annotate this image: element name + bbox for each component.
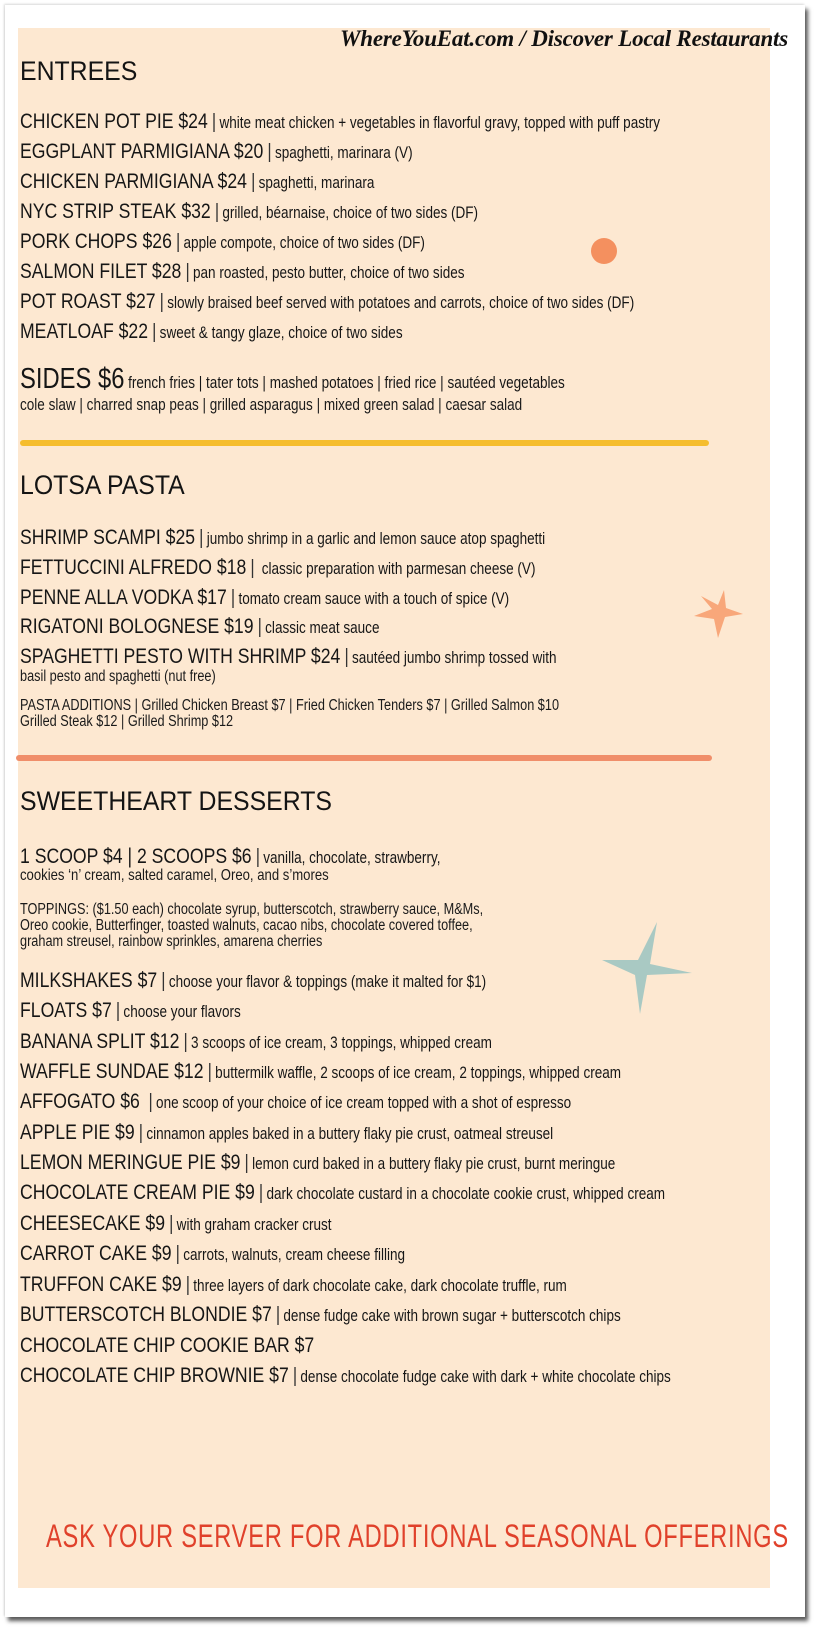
menu-item (20, 1089, 571, 1114)
menu-item (20, 109, 660, 134)
separator: | (267, 141, 272, 163)
menu-item (20, 998, 241, 1023)
separator: | (211, 111, 217, 133)
separator: | (185, 1274, 191, 1296)
separator: | (115, 1000, 121, 1022)
separator: | (258, 1182, 264, 1204)
item-name: SHRIMP SCAMPI $25 (20, 525, 196, 549)
teal-sparkle-icon (600, 920, 695, 1016)
separator: | (251, 171, 256, 193)
menu-item-scoops (20, 844, 440, 869)
separator: | (175, 231, 181, 253)
separator: | (257, 616, 262, 638)
footer-seasonal-note: ASK YOUR SERVER FOR ADDITIONAL SEASONAL OFFERINGS (46, 1518, 789, 1554)
item-desc: grilled, béarnaise, choice of two sides (DF) (222, 204, 479, 222)
sides-list-line1: french fries | tater tots | mashed potatoes | fried rice | sautéed vegetables (128, 374, 565, 392)
item-name: CHICKEN POT PIE $24 (20, 109, 208, 133)
menu-item (20, 1272, 567, 1297)
separator: | (250, 557, 255, 579)
separator: | (138, 1122, 144, 1144)
item-name: FLOATS $7 (20, 998, 112, 1022)
item-name: CARROT CAKE $9 (20, 1241, 172, 1265)
menu-item (20, 1333, 314, 1358)
item-desc: choose your flavors (123, 1003, 241, 1021)
menu-item (20, 139, 413, 164)
item-name: RIGATONI BOLOGNESE $19 (20, 614, 254, 638)
menu-item (20, 289, 634, 314)
item-desc: cinnamon apples baked in a buttery flaky pie crust, oatmeal streusel (146, 1125, 554, 1143)
menu-item (20, 555, 535, 580)
separator: | (214, 201, 220, 223)
item-name: SPAGHETTI PESTO WITH SHRIMP $24 (20, 644, 341, 668)
sides-row (20, 364, 565, 399)
item-desc: tomato cream sauce with a touch of spice (V) (238, 590, 510, 608)
separator: | (255, 846, 260, 868)
menu-item (20, 1211, 332, 1236)
site-watermark: WhereYouEat.com / Discover Local Restaurants (339, 26, 788, 51)
item-desc: dense fudge cake with brown sugar + butterscotch chips (283, 1307, 621, 1325)
menu-item (20, 1302, 621, 1327)
menu-item (20, 585, 509, 610)
item-name: NYC STRIP STEAK $32 (20, 199, 211, 223)
separator: | (185, 261, 190, 283)
menu-item (20, 1150, 615, 1175)
item-desc: jumbo shrimp in a garlic and lemon sauce atop spaghetti (206, 530, 546, 548)
separator: | (230, 587, 236, 609)
item-desc: spaghetti, marinara (258, 174, 375, 192)
item-desc: vanilla, chocolate, strawberry, (263, 849, 441, 867)
menu-item (20, 1029, 492, 1054)
item-desc: dark chocolate custard in a chocolate cookie crust, whipped cream (266, 1185, 666, 1203)
item-desc: pan roasted, pesto butter, choice of two sides (192, 264, 465, 282)
pasta-additions-line1: PASTA ADDITIONS | Grilled Chicken Breast $7 | Fried Chicken Tenders $7 | Grilled Salmon $10 (20, 697, 560, 714)
orange-dot-icon (590, 237, 618, 265)
divider-yellow (20, 440, 709, 446)
separator: | (161, 970, 166, 992)
item-name: BUTTERSCOTCH BLONDIE $7 (20, 1302, 272, 1326)
separator: | (275, 1304, 281, 1326)
separator: | (183, 1031, 188, 1053)
item-desc: apple compote, choice of two sides (DF) (183, 234, 425, 252)
menu-item (20, 169, 374, 194)
sides-list-line2: cole slaw | charred snap peas | grilled asparagus | mixed green salad | caesar salad (20, 396, 523, 414)
item-name: MEATLOAF $22 (20, 319, 149, 343)
item-desc: sautéed jumbo shrimp tossed with (351, 649, 557, 667)
menu-item (20, 319, 403, 344)
item-desc: classic meat sauce (265, 619, 380, 637)
item-desc: sweet & tangy glaze, choice of two sides (159, 324, 403, 342)
item-name: AFFOGATO $6 (20, 1089, 140, 1113)
section-title-pasta: LOTSA PASTA (20, 470, 185, 500)
item-desc: lemon curd baked in a buttery flaky pie crust, burnt meringue (252, 1155, 616, 1173)
sides-label: SIDES $6 (20, 363, 125, 395)
menu-item (20, 259, 465, 284)
menu-item (20, 1363, 671, 1388)
item-desc: one scoop of your choice of ice cream topped with a shot of espresso (156, 1094, 572, 1112)
menu-item (20, 1241, 405, 1266)
toppings-line3: graham streusel, rainbow sprinkles, amarena cherries (20, 933, 323, 950)
separator: | (244, 1152, 249, 1174)
item-desc-line2: cookies ‘n’ cream, salted caramel, Oreo, and s’mores (20, 867, 329, 884)
item-name: FETTUCCINI ALFREDO $18 (20, 555, 247, 579)
menu-item (20, 199, 478, 224)
pasta-additions-line2: Grilled Steak $12 | Grilled Shrimp $12 (20, 713, 234, 730)
menu-item (20, 644, 557, 669)
item-name: CHOCOLATE CREAM PIE $9 (20, 1180, 255, 1204)
item-name: PORK CHOPS $26 (20, 229, 172, 253)
item-name: PENNE ALLA VODKA $17 (20, 585, 227, 609)
separator: | (175, 1243, 180, 1265)
menu-item (20, 1059, 621, 1084)
item-desc: 3 scoops of ice cream, 3 toppings, whipped cream (191, 1034, 492, 1052)
item-name: SALMON FILET $28 (20, 259, 182, 283)
item-name: POT ROAST $27 (20, 289, 156, 313)
menu-item (20, 1120, 553, 1145)
item-name: MILKSHAKES $7 (20, 968, 158, 992)
item-name: APPLE PIE $9 (20, 1120, 135, 1144)
item-desc-line2: basil pesto and spaghetti (nut free) (20, 668, 216, 685)
separator: | (159, 291, 164, 313)
separator: | (207, 1061, 212, 1083)
toppings-line2: Oreo cookie, Butterfinger, toasted walnuts, cacao nibs, chocolate covered toffee, (20, 917, 473, 934)
toppings-line1: TOPPINGS: ($1.50 each) chocolate syrup, butterscotch, strawberry sauce, M&Ms, (20, 901, 484, 918)
menu-item (20, 1180, 665, 1205)
menu-item (20, 614, 379, 639)
menu-item (20, 229, 425, 254)
item-desc: slowly braised beef served with potatoes and carrots, choice of two sides (DF) (167, 294, 635, 312)
item-name: CHEESECAKE $9 (20, 1211, 166, 1235)
menu-item (20, 968, 486, 993)
section-title-desserts: SWEETHEART DESSERTS (20, 786, 332, 816)
item-name: 1 SCOOP $4 | 2 SCOOPS $6 (20, 844, 252, 868)
item-desc: white meat chicken + vegetables in flavorful gravy, topped with puff pastry (219, 114, 661, 132)
item-name: BANANA SPLIT $12 (20, 1029, 180, 1053)
item-name: EGGPLANT PARMIGIANA $20 (20, 139, 264, 163)
separator: | (169, 1213, 174, 1235)
item-desc: choose your flavor & toppings (make it malted for $1) (168, 973, 487, 991)
separator: | (143, 1091, 153, 1113)
separator: | (292, 1365, 298, 1387)
item-name: CHOCOLATE CHIP BROWNIE $7 (20, 1363, 289, 1387)
item-name: TRUFFON CAKE $9 (20, 1272, 182, 1296)
item-desc: spaghetti, marinara (V) (274, 144, 413, 162)
item-desc: three layers of dark chocolate cake, dark chocolate truffle, rum (193, 1277, 567, 1295)
item-desc: buttermilk waffle, 2 scoops of ice cream, 2 toppings, whipped cream (215, 1064, 622, 1082)
item-desc: carrots, walnuts, cream cheese filling (183, 1246, 406, 1264)
item-name: CHICKEN PARMIGIANA $24 (20, 169, 247, 193)
item-desc: classic preparation with parmesan cheese (V) (257, 560, 536, 578)
separator: | (344, 646, 349, 668)
separator: | (152, 321, 157, 343)
item-desc: with graham cracker crust (176, 1216, 332, 1234)
orange-star-icon (690, 588, 746, 640)
item-name: LEMON MERINGUE PIE $9 (20, 1150, 241, 1174)
menu-item (20, 525, 545, 550)
item-name: WAFFLE SUNDAE $12 (20, 1059, 204, 1083)
divider-orange (16, 755, 712, 761)
section-title-entrees: ENTREES (20, 56, 138, 86)
item-desc: dense chocolate fudge cake with dark + white chocolate chips (300, 1368, 671, 1386)
item-name: CHOCOLATE CHIP COOKIE BAR $7 (20, 1333, 315, 1357)
separator: | (199, 527, 204, 549)
